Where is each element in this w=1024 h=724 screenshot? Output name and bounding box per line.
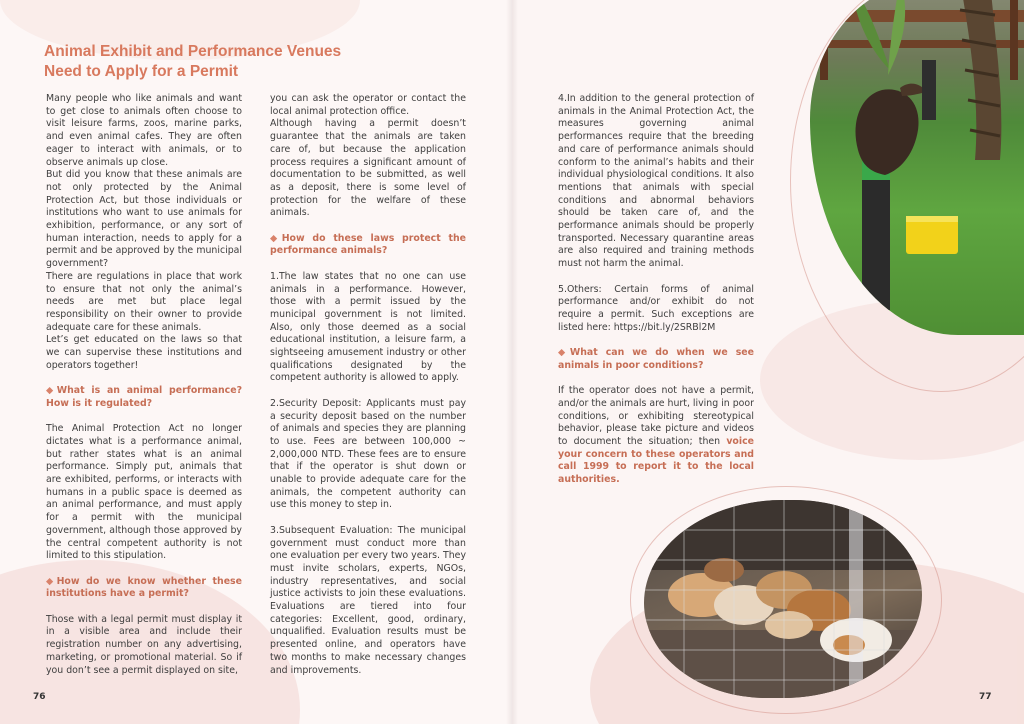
diamond-bullet-icon: ◆ xyxy=(46,385,57,397)
article-title-line: Animal Exhibit and Performance Venues xyxy=(44,43,342,60)
section-heading xyxy=(558,347,754,372)
paragraph-gap xyxy=(46,411,242,424)
section-heading xyxy=(270,233,466,258)
paragraph-gap xyxy=(270,385,466,398)
paragraph-gap xyxy=(270,512,466,525)
diamond-bullet-icon: ◆ xyxy=(270,232,282,244)
text-column-1 xyxy=(46,93,242,677)
body-paragraph: Although having a permit doesn’t guarantee that the animals are taken care of, but because the application process requires a significant amount of documentation to be submitted, as well as a deposit, there is some level of protection for the welfare of these animals. xyxy=(270,118,466,219)
paragraph-gap xyxy=(270,220,466,233)
article-title-line: Need to Apply for a Permit xyxy=(44,63,239,80)
section-heading-text: How do we know whether these institutions have a permit? xyxy=(46,575,242,600)
section-heading xyxy=(46,385,242,410)
page-number-left: 76 xyxy=(33,692,46,702)
section-heading-text: What can we do when we see animals in poor conditions? xyxy=(558,347,754,371)
article-title xyxy=(44,42,424,82)
guinea-pig-photo xyxy=(644,500,922,698)
body-text: If the operator does not have a permit, and/or the animals are hurt, living in poor conditions, or exhibiting stereotypical behavior, please take picture and videos to document the situation; then xyxy=(558,385,754,447)
paragraph-gap xyxy=(558,334,754,347)
diamond-bullet-icon: ◆ xyxy=(558,347,570,359)
body-paragraph xyxy=(558,385,754,487)
body-paragraph: Those with a legal permit must display it in a visible area and include their registration number on any advertising, marketing, or promotional material. So if you don’t see a permit displayed on site, xyxy=(46,613,242,676)
text-column-2 xyxy=(270,93,466,677)
body-paragraph: There are regulations in place that work to ensure that not only the animal’s needs are met but place legal responsibility on their owner to provide adequate care for these animals. xyxy=(46,270,242,333)
section-heading xyxy=(46,576,242,601)
paragraph-gap xyxy=(558,372,754,385)
body-paragraph: 2.Security Deposit: Applicants must pay a security deposit based on the number of animals and species they are planning to use. Fees are between 100,000 ~ 2,000,000 NTD. These fees are to ensure that if the operator is shut down or unable to provide adequate care for the animals, the competent authority can use this money to step in. xyxy=(270,397,466,511)
diamond-bullet-icon: ◆ xyxy=(46,575,57,587)
body-paragraph: Many people who like animals and want to get close to animals often choose to visit leisure farms, zoos, marine parks, and even animal cafes. They are often eager to interact with animals, or to observe animals up close. xyxy=(46,93,242,168)
body-paragraph: 5.Others: Certain forms of animal performance and/or exhibit do not require a permit. Such exceptions are listed here: https://bit.ly/2SRBl2M xyxy=(558,283,754,333)
page-gutter xyxy=(506,0,518,724)
guinea-pig-photo-illustration xyxy=(644,500,922,698)
paragraph-gap xyxy=(46,601,242,614)
highlighted-call-to-action: voice your concern to these operators and call 1999 to report it to the local authorities. xyxy=(558,435,754,486)
section-heading-text: What is an animal performance? How is it regulated? xyxy=(46,385,243,409)
body-paragraph: Let’s get educated on the laws so that we can supervise these institutions and operators together! xyxy=(46,334,242,371)
paragraph-gap xyxy=(46,372,242,385)
page-number-right: 77 xyxy=(979,692,992,702)
body-paragraph: 3.Subsequent Evaluation: The municipal government must conduct more than one evaluation per every two years. They must invite scholars, experts, NGOs, industry representatives, and social justice activists to join these evaluations. Evaluations are tiered into four categories: Excellent, good, ordinary, unqualified. Evaluation results must be presented online, and operators have two months to make necessary changes and improvements. xyxy=(270,524,466,676)
paragraph-gap xyxy=(558,271,754,284)
paragraph-gap xyxy=(46,563,242,576)
body-paragraph: 4.In addition to the general protection of animals in the Animal Protection Act, the measures governing animal performances require that the breeding and care of performance animals should conform to the animal’s habits and their individual physiological conditions. It also mentions that animals with special conditions and abnormal behaviors should be taken care of, and the performance animals should be properly transported. Necessary quarantine areas are also required and training methods must not harm the animal. xyxy=(558,93,754,270)
body-paragraph: you can ask the operator or contact the local animal protection office. xyxy=(270,93,466,117)
body-paragraph: The Animal Protection Act no longer dictates what is a performance animal, but rather states what is an animal performance. Simply put, animals that are exhibited, performs, or interacts with humans in a public space is deemed as an animal performance, and must apply for a permit with the municipal government, although those approved by the central competent authority is not limited to this stipulation. xyxy=(46,423,242,562)
body-paragraph: But did you know that these animals are not only protected by the Animal Protection Act, but those individuals or institutions who want to use animals for exhibition, performance, or any sort of human interaction, needs to apply for a permit and be approved by the municipal government? xyxy=(46,169,242,270)
text-column-3 xyxy=(558,93,754,487)
body-paragraph: 1.The law states that no one can use animals in a performance. However, those with a permit issued by the municipal government is not limited. Also, only those deemed as a social educational institution, a leisure farm, a sightseeing amusement industry or other qualifications designated by the competent authority is allowed to apply. xyxy=(270,270,466,384)
paragraph-gap xyxy=(270,258,466,271)
section-heading-text: How do these laws protect the performance animals? xyxy=(270,232,466,257)
